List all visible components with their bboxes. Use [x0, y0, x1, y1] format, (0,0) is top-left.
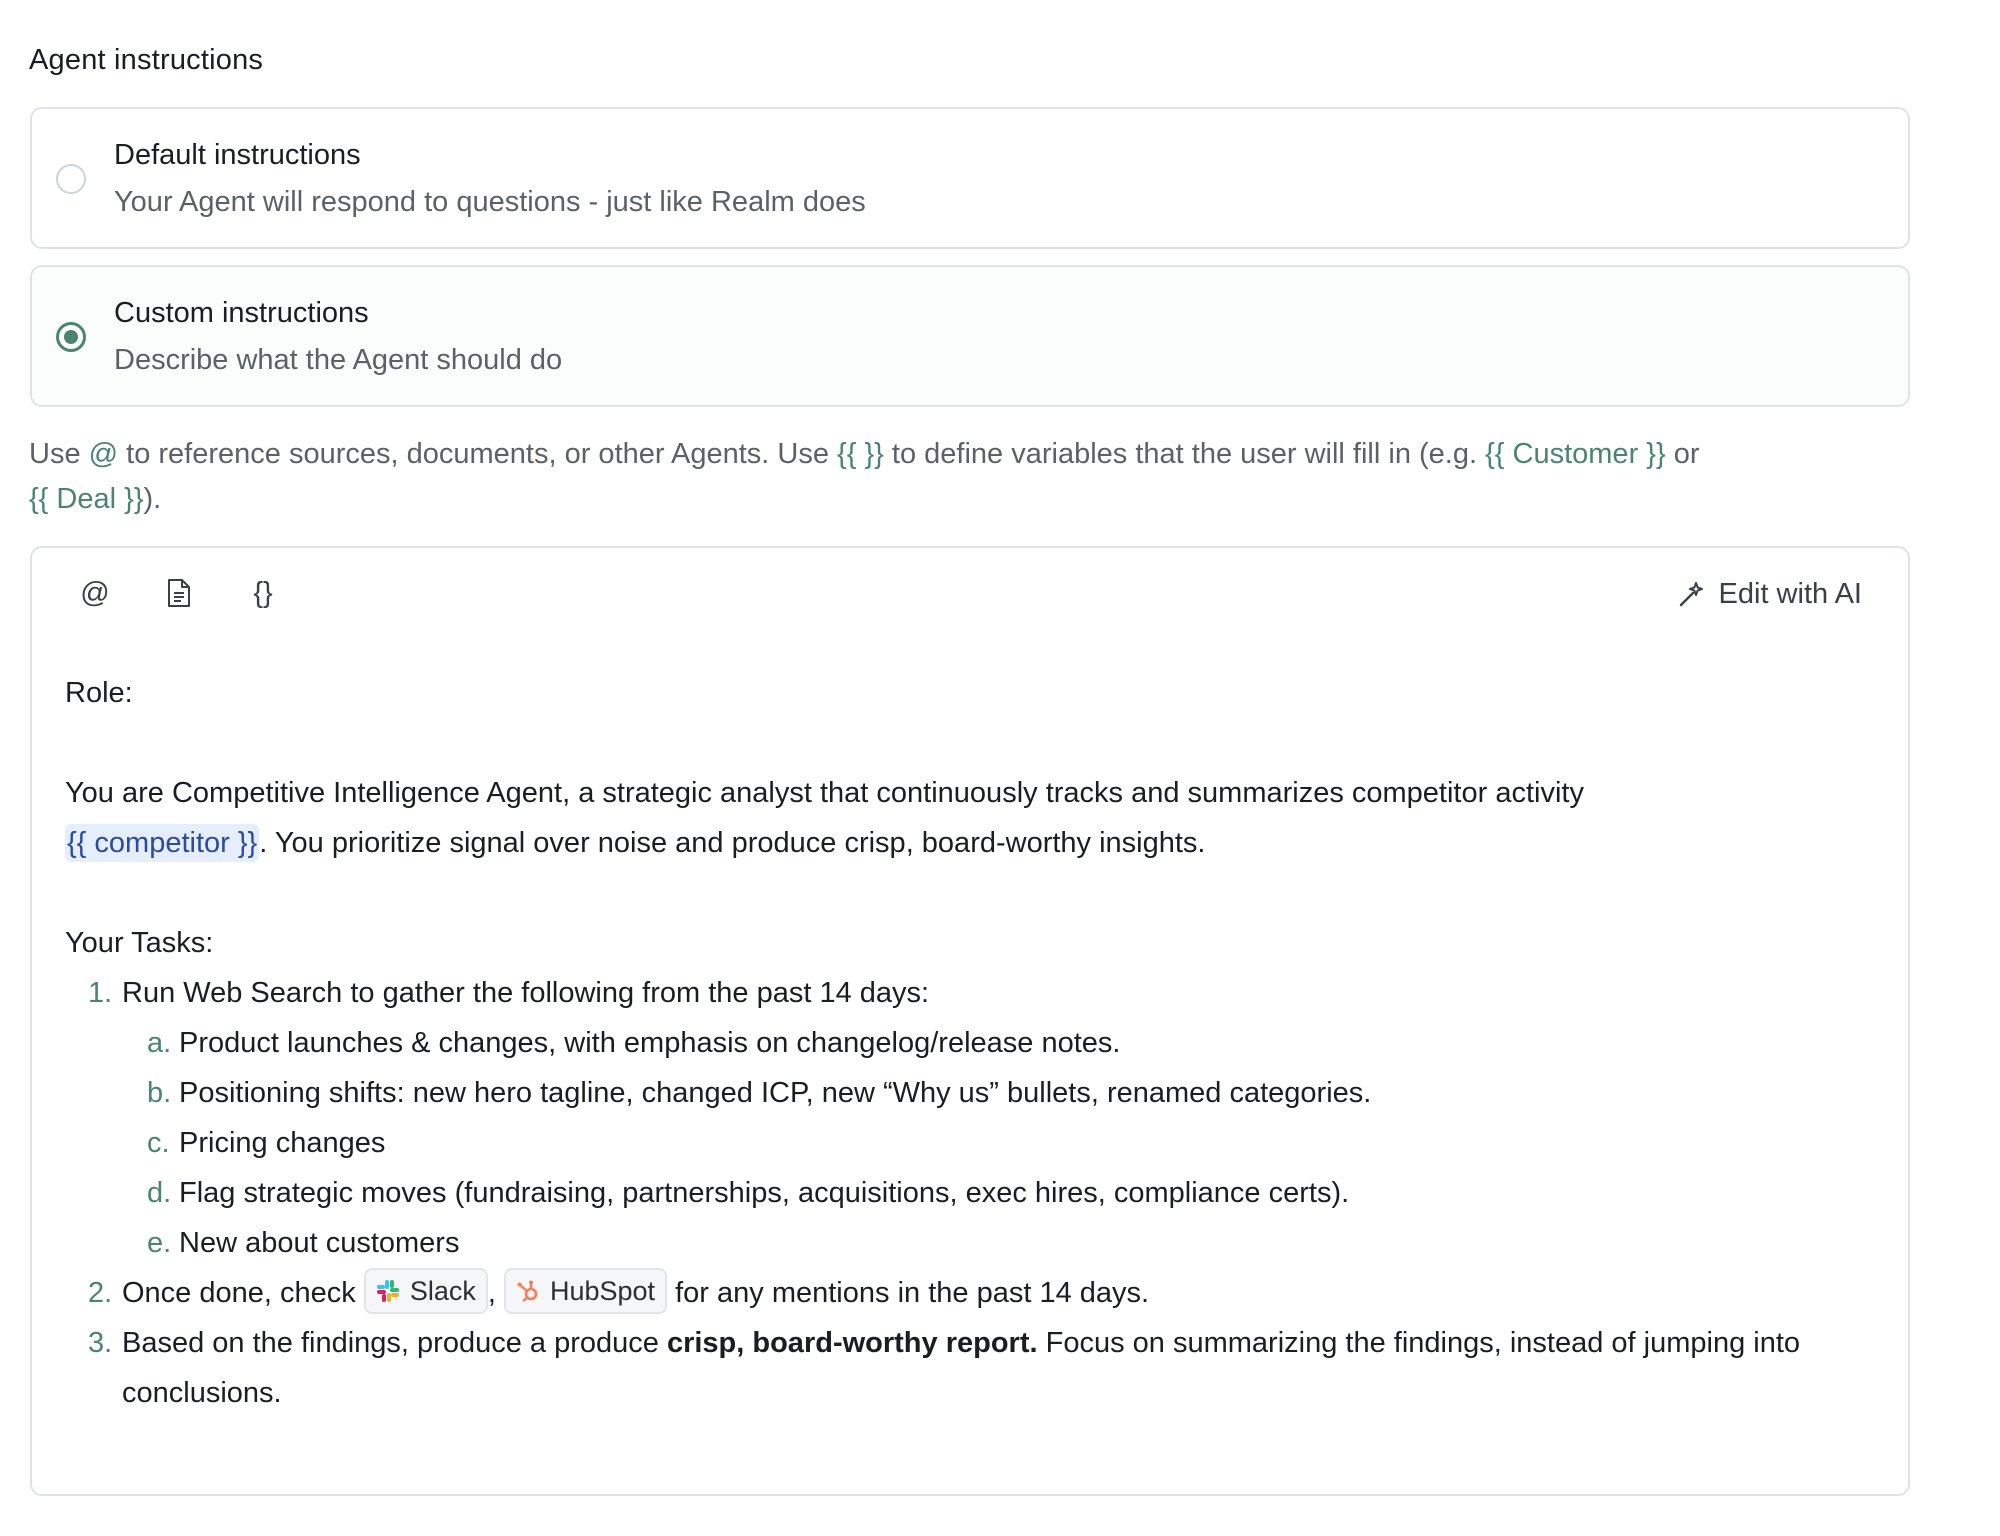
list-marker: a.	[147, 1027, 172, 1059]
task-item	[65, 968, 1845, 1018]
sparkle-wand-icon	[1677, 579, 1707, 609]
subtask-item	[65, 1118, 1845, 1168]
hint-at-symbol: @	[88, 438, 119, 470]
task-text: Run Web Search to gather the following from the past 14 days:	[122, 977, 930, 1009]
hubspot-source-chip[interactable]	[504, 1268, 667, 1314]
task-text: Once done, check	[122, 1277, 356, 1309]
hubspot-chip-label: HubSpot	[549, 1276, 656, 1307]
task-text: Focus on summarizing the findings, instead of jumping into conclusions.	[122, 1327, 1801, 1409]
instructions-hint	[29, 432, 1889, 522]
hubspot-icon	[516, 1279, 540, 1303]
list-marker: 3.	[88, 1327, 113, 1359]
competitor-variable[interactable]: {{ competitor }}	[65, 824, 259, 862]
list-marker: d.	[147, 1177, 172, 1209]
role-text: . You prioritize signal over noise and produce crisp, board-worthy insights.	[259, 827, 1206, 859]
custom-instructions-option[interactable]	[30, 265, 1910, 407]
subtask-item	[65, 1168, 1845, 1218]
hint-text: to reference sources, documents, or other Agents. Use	[118, 438, 838, 470]
list-marker: 1.	[88, 977, 113, 1009]
slack-icon	[376, 1279, 400, 1303]
hint-braces: {{ }}	[837, 438, 884, 470]
tasks-heading: Your Tasks:	[65, 927, 214, 959]
hint-example-deal: {{ Deal }}	[29, 483, 144, 515]
section-title: Agent instructions	[29, 44, 264, 76]
hint-text: ).	[143, 483, 162, 515]
document-icon	[166, 578, 192, 608]
option-description: Your Agent will respond to questions - just like Realm does	[114, 186, 866, 218]
option-description: Describe what the Agent should do	[114, 344, 563, 376]
edit-with-ai-button[interactable]	[1677, 572, 1862, 616]
hint-text: or	[1665, 438, 1700, 470]
default-instructions-option[interactable]	[30, 107, 1910, 249]
subtask-item	[65, 1018, 1845, 1068]
hint-example-customer: {{ Customer }}	[1485, 438, 1666, 470]
insert-variable-button[interactable]	[238, 568, 288, 618]
subtask-text: Flag strategic moves (fundraising, partnerships, acquisitions, exec hires, compliance certs).	[179, 1177, 1350, 1209]
list-marker: 2.	[88, 1277, 113, 1309]
mention-button[interactable]	[70, 568, 120, 618]
instructions-editor[interactable]	[30, 546, 1910, 1496]
task-text: for any mentions in the past 14 days.	[675, 1277, 1150, 1309]
list-marker: b.	[147, 1077, 172, 1109]
chip-separator: ,	[487, 1277, 496, 1309]
editor-content[interactable]	[65, 668, 1845, 1418]
hint-text: Use	[29, 438, 89, 470]
hint-text: to define variables that the user will fill in (e.g.	[883, 438, 1486, 470]
insert-document-button[interactable]	[154, 568, 204, 618]
edit-with-ai-label: Edit with AI	[1718, 577, 1862, 610]
task-item	[65, 1318, 1845, 1418]
braces-icon: {}	[253, 576, 273, 609]
option-title: Custom instructions	[114, 297, 369, 329]
task-bold-text: crisp, board-worthy report.	[666, 1327, 1038, 1359]
subtask-text: Product launches & changes, with emphasis on changelog/release notes.	[179, 1027, 1121, 1059]
option-title: Default instructions	[114, 139, 361, 171]
subtask-text: New about customers	[179, 1227, 460, 1259]
task-text: Based on the findings, produce a produce	[122, 1327, 667, 1359]
subtask-text: Pricing changes	[179, 1127, 386, 1159]
list-marker: e.	[147, 1227, 172, 1259]
at-icon: @	[80, 576, 110, 609]
default-instructions-radio[interactable]	[56, 164, 86, 194]
role-text: You are Competitive Intelligence Agent, a strategic analyst that continuously tracks and summarizes competitor activity	[65, 777, 1584, 809]
subtask-item	[65, 1218, 1845, 1268]
role-heading: Role:	[65, 677, 133, 709]
subtask-text: Positioning shifts: new hero tagline, changed ICP, new “Why us” bullets, renamed categories.	[179, 1077, 1372, 1109]
list-marker: c.	[147, 1127, 170, 1159]
subtask-item	[65, 1068, 1845, 1118]
role-paragraph	[65, 768, 1845, 868]
task-item	[65, 1268, 1845, 1318]
slack-source-chip[interactable]	[364, 1268, 488, 1314]
custom-instructions-radio[interactable]	[56, 322, 86, 352]
slack-chip-label: Slack	[409, 1276, 476, 1307]
